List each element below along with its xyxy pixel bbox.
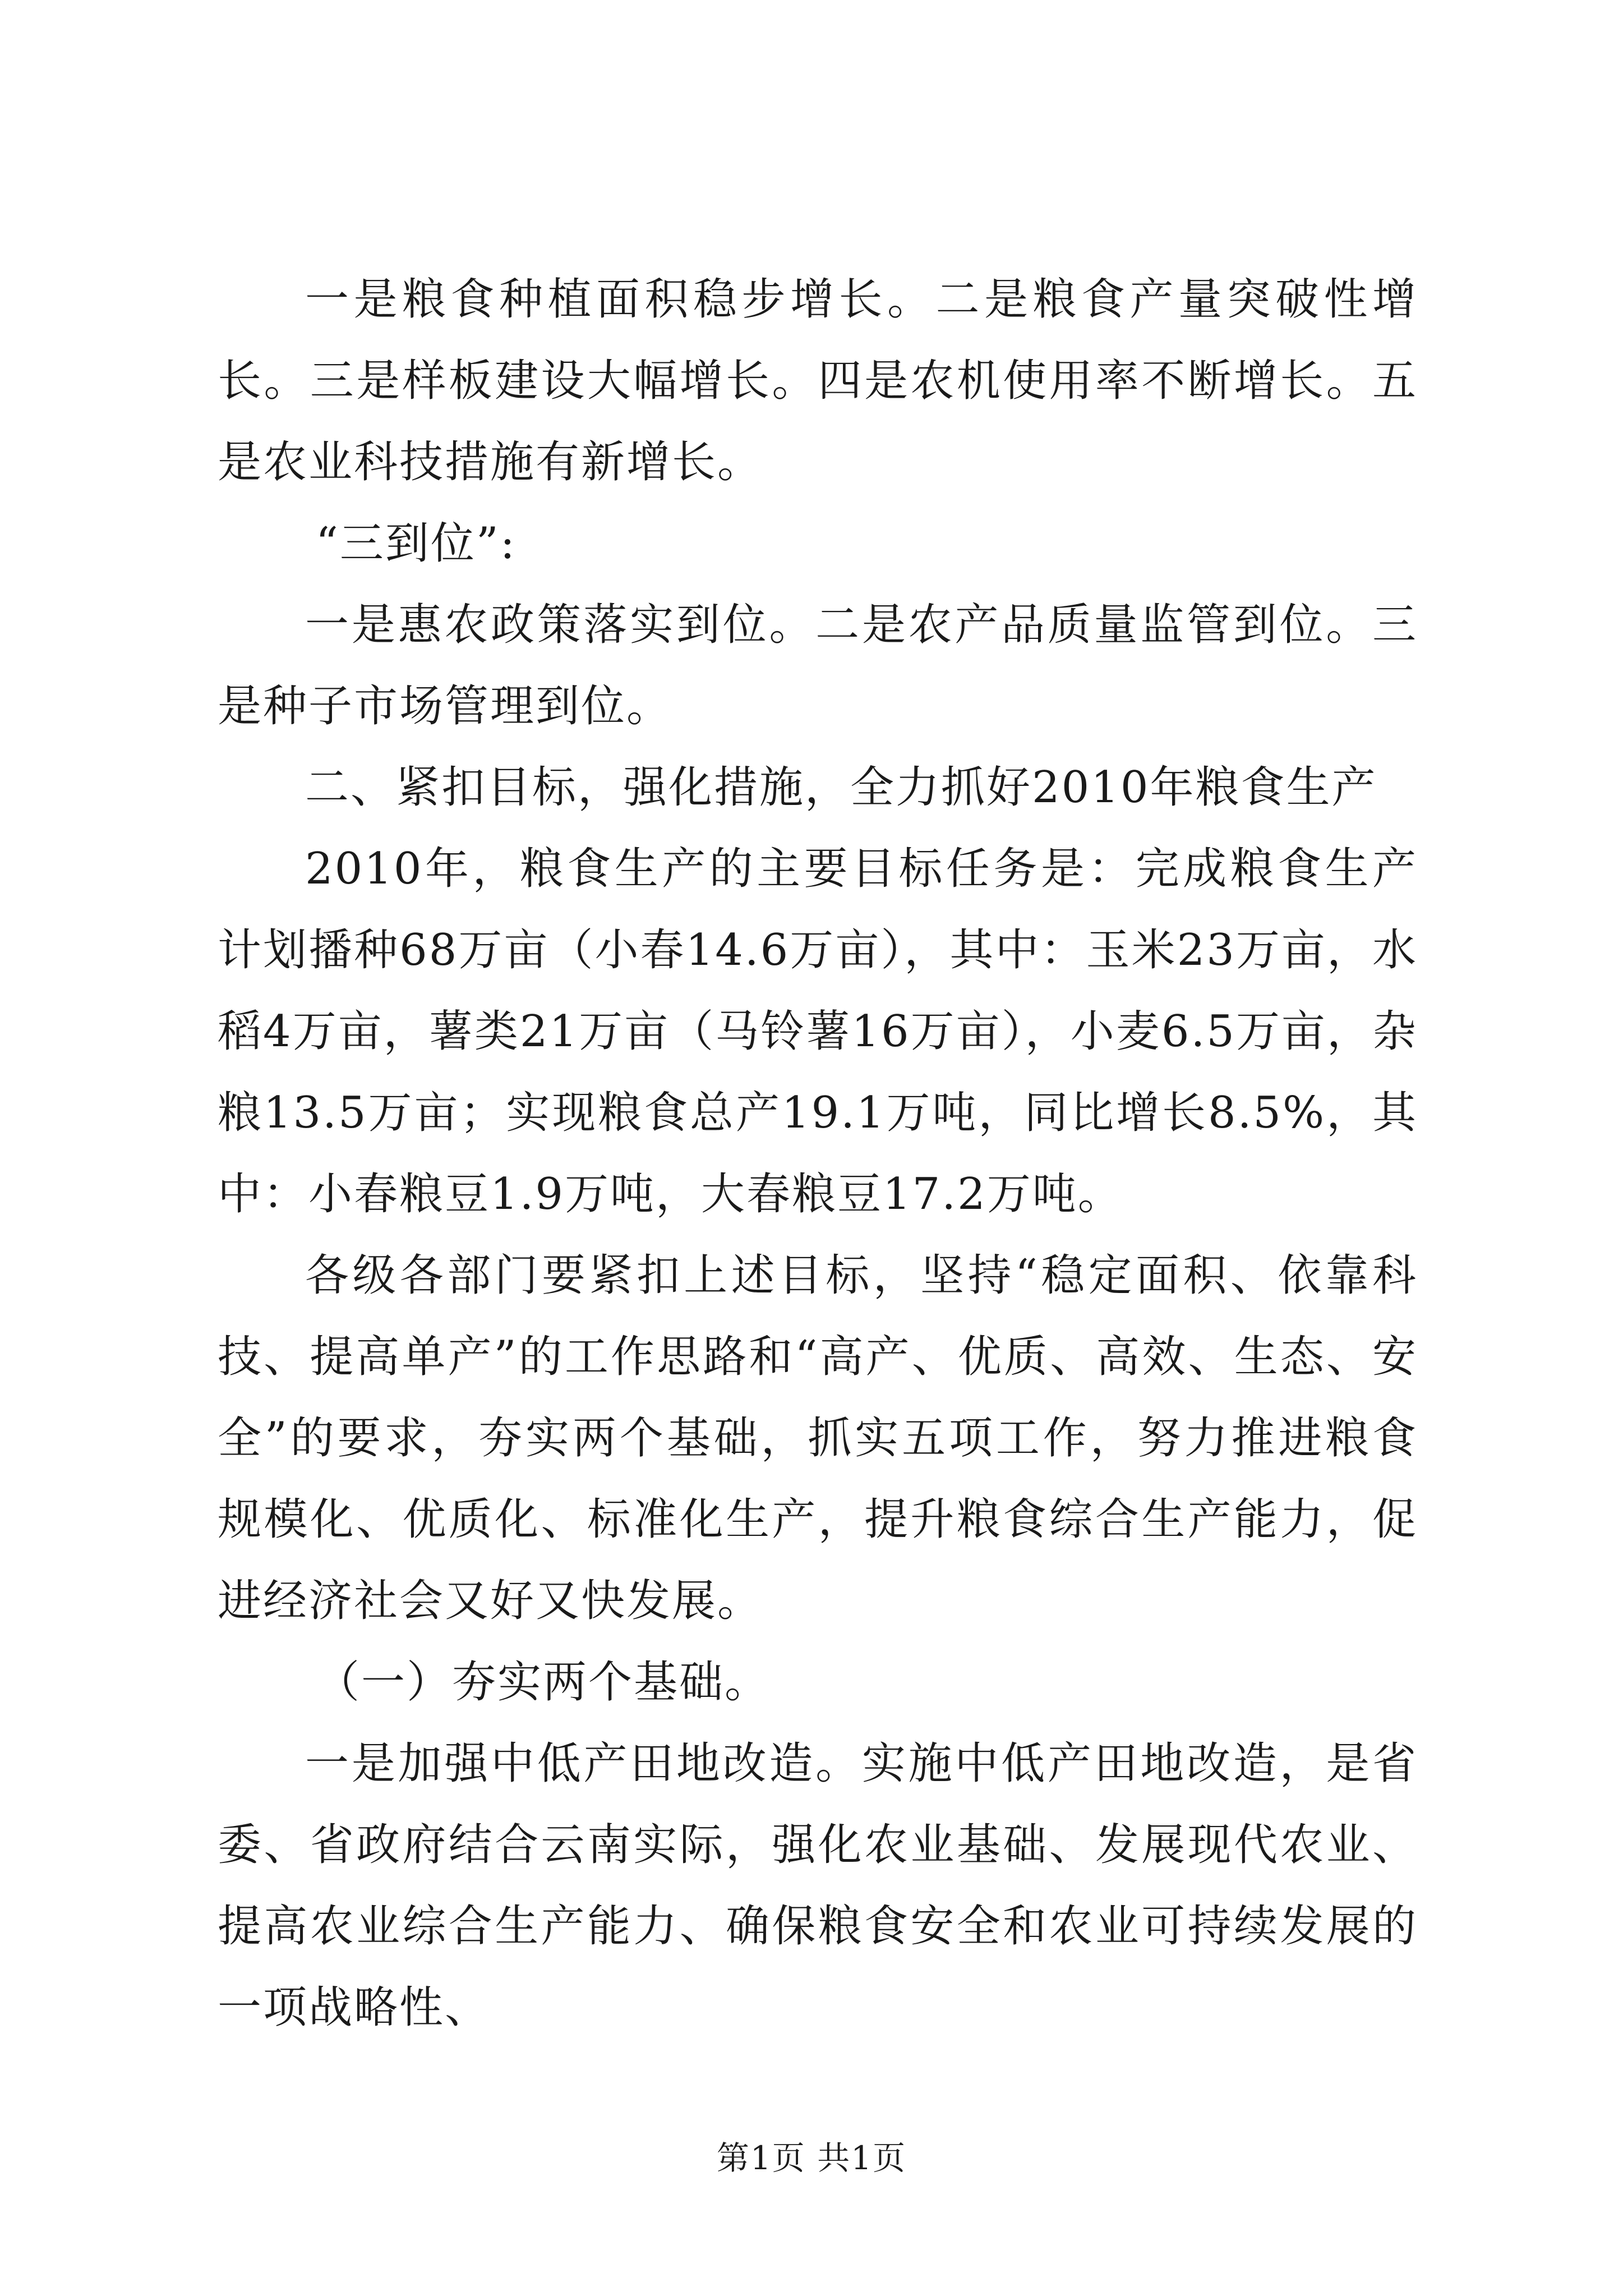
subsection-heading-one: （一）夯实两个基础。 [316, 1657, 771, 1708]
page-footer: 第1页 共1页 [716, 2139, 907, 2177]
paragraph-growth-list: 一是粮食种植面积稳步增长。二是粮食产量突破性增长。三是样板建设大幅增长。四是农机使用率不断增长。五是农业科技措施有新增长。 [218, 274, 1418, 487]
paragraph-three-in-place-heading: “三到位”: [316, 518, 517, 569]
paragraph-three-in-place-list: 一是惠农政策落实到位。二是农产品质量监管到位。三是种子市场管理到位。 [218, 600, 1418, 731]
section-heading-two: 二、紧扣目标，强化措施，全力抓好2010年粮食生产 [305, 762, 1377, 813]
paragraph-field-improvement: 一是加强中低产田地改造。实施中低产田地改造，是省委、省政府结合云南实际，强化农业基础、发展现代农业、提高农业综合生产能力、确保粮食安全和农业可持续发展的一项战略性、 [218, 1738, 1418, 2033]
paragraph-work-approach: 各级各部门要紧扣上述目标，坚持“稳定面积、依靠科技、提高单产”的工作思路和“高产、优质、高效、生态、安全”的要求，夯实两个基础，抓实五项工作，努力推进粮食规模化、优质化、标准化生产，提升粮食综合生产能力，促进经济社会又好又快发展。 [218, 1250, 1418, 1626]
paragraph-2010-targets: 2010年，粮食生产的主要目标任务是：完成粮食生产计划播种68万亩（小春14.6万亩），其中：玉米23万亩，水稻4万亩，薯类21万亩（马铃薯16万亩），小麦6.5万亩，杂粮13.5万亩；实现粮食总产19.1万吨，同比增长8.5%，其中：小春粮豆1.9万吨，大春粮豆17.2万吨。 [218, 844, 1418, 1220]
document-body [218, 259, 1418, 2049]
